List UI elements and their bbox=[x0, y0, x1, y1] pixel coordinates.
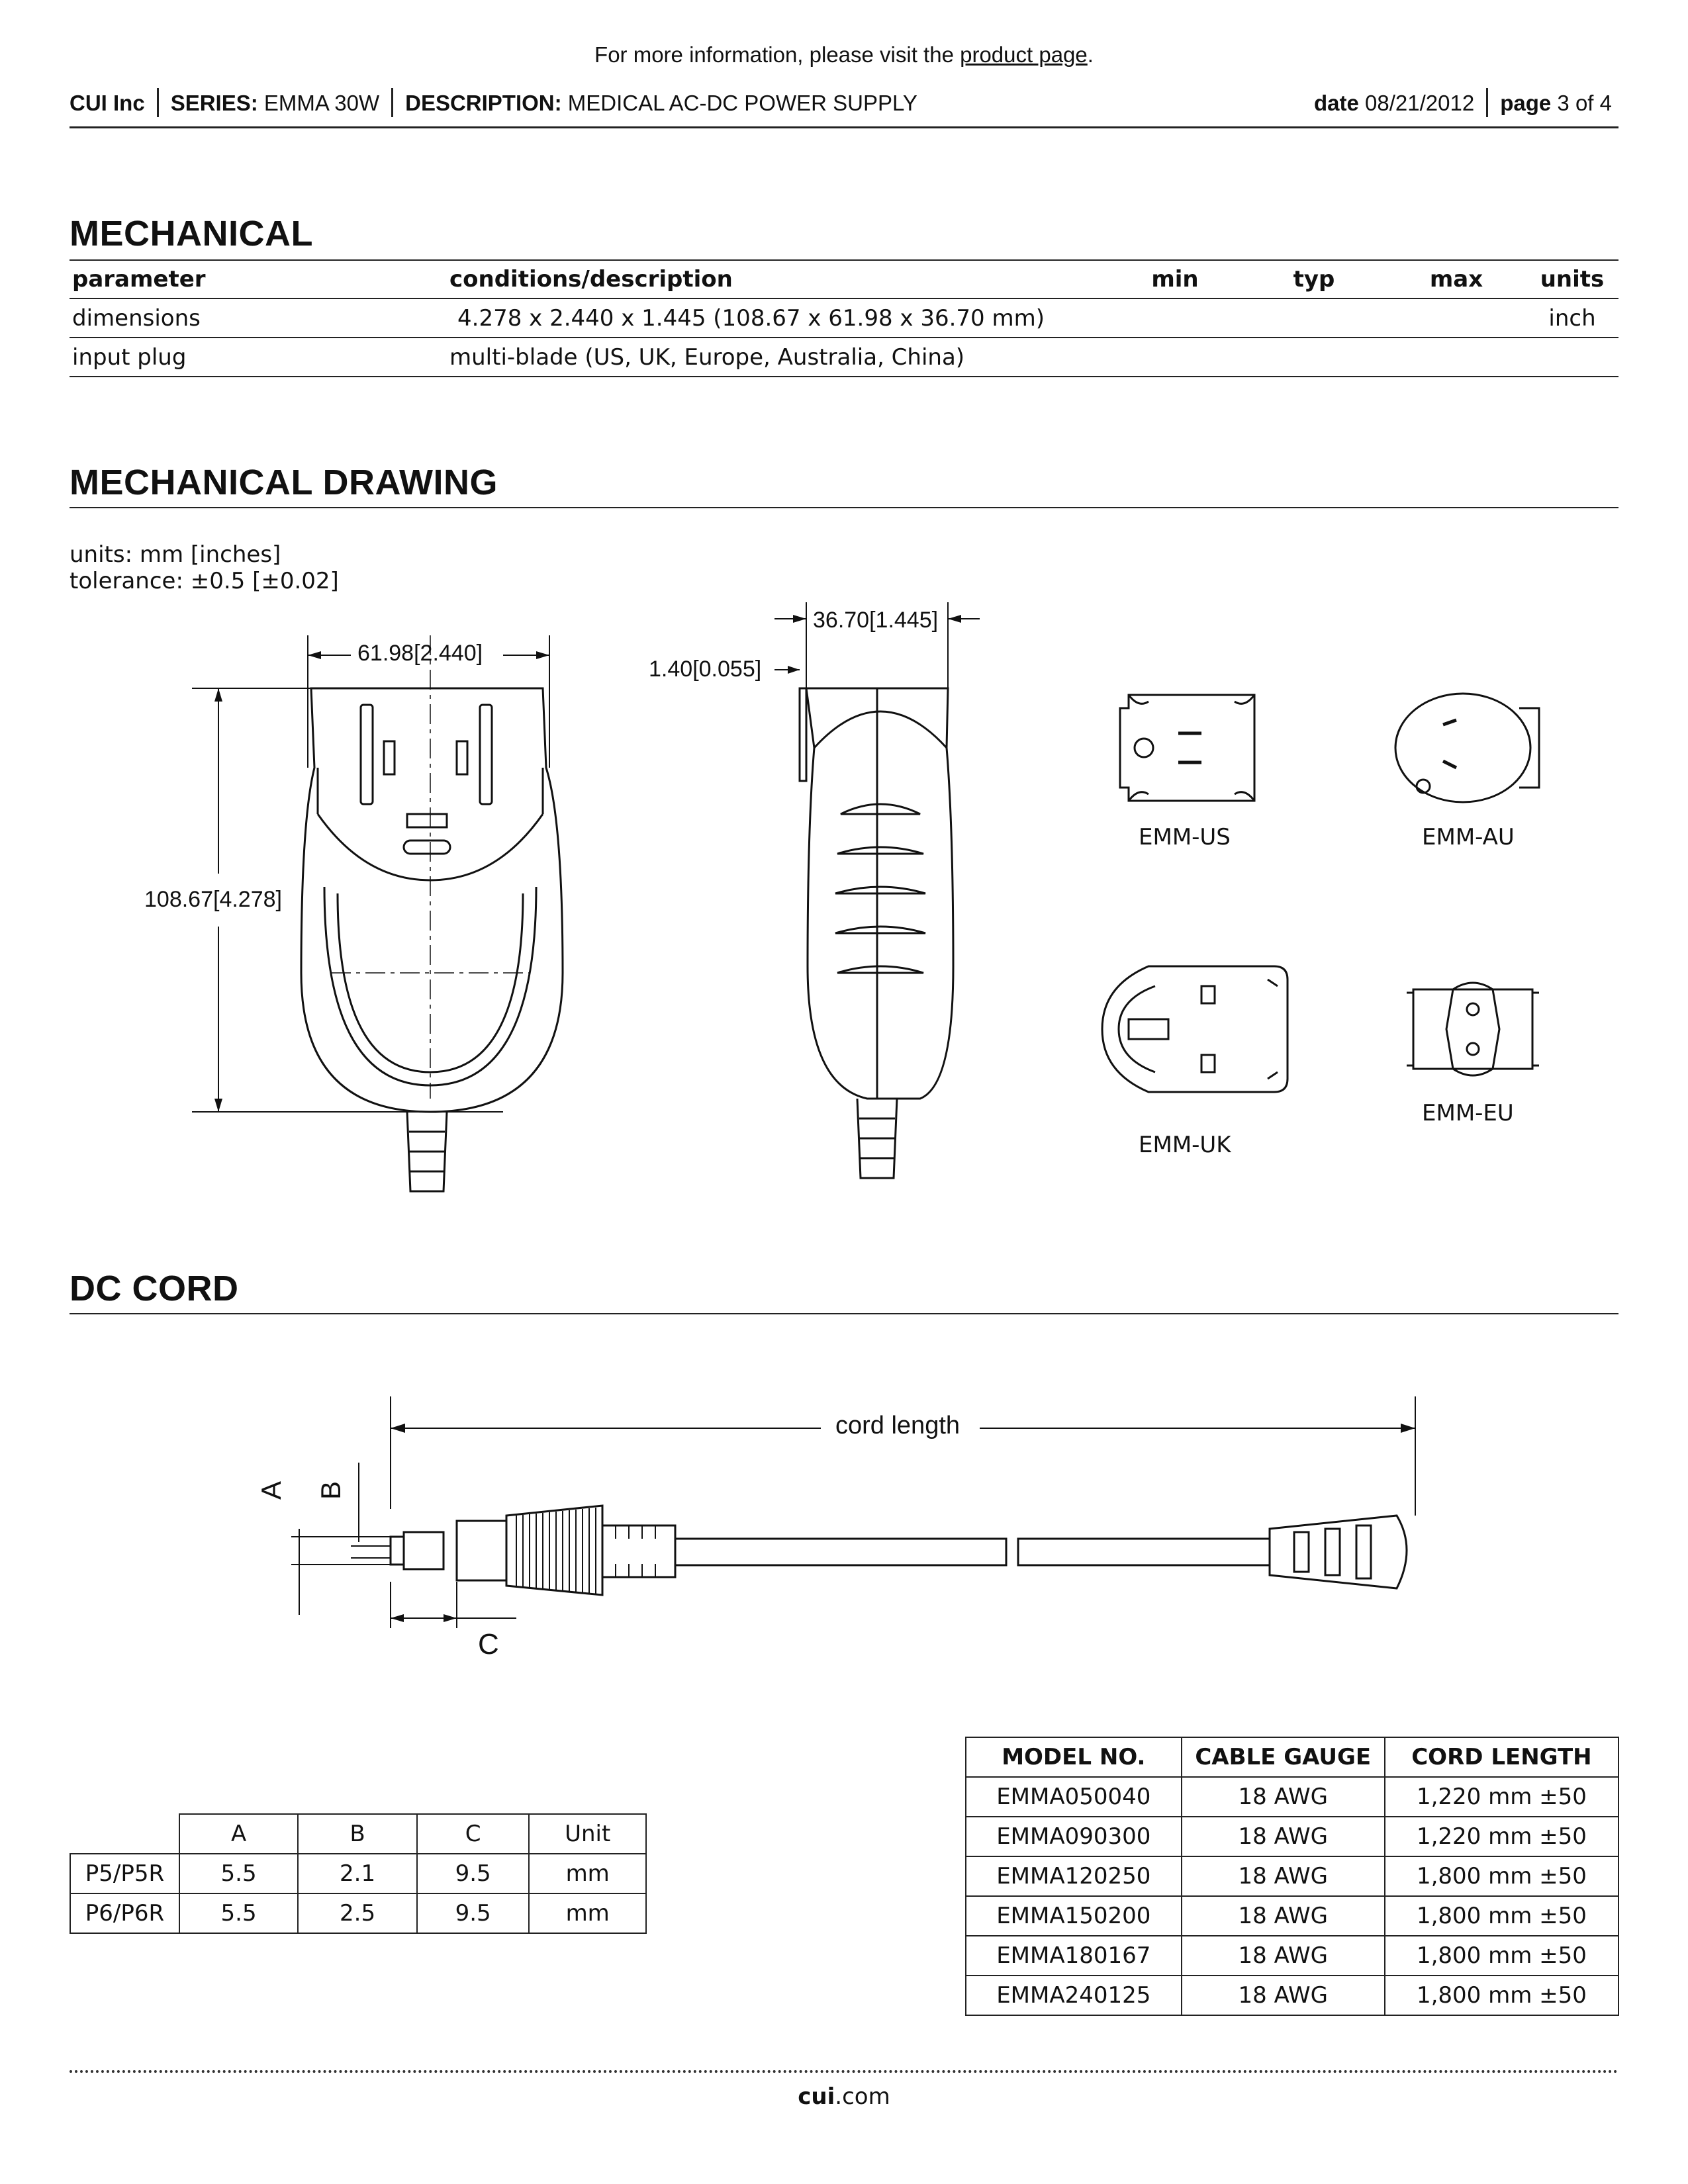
blade-mm: 1.40 bbox=[649, 657, 693, 682]
cell-description: 4.278 x 2.440 x 1.445 (108.67 x 61.98 x 36.70 mm) bbox=[447, 298, 1109, 338]
table-cell: mm bbox=[529, 1854, 646, 1893]
top-note-text: For more information, please visit the bbox=[594, 42, 954, 67]
table-row bbox=[70, 1854, 646, 1893]
table-cell: 1,800 mm ±50 bbox=[1385, 1856, 1618, 1896]
table-cell: 1,220 mm ±50 bbox=[1385, 1817, 1618, 1856]
dim-b-label: B bbox=[315, 1480, 347, 1500]
plug-dims-table bbox=[70, 1813, 647, 1934]
dims-col-c: C bbox=[417, 1814, 530, 1854]
dc-cord-rule bbox=[70, 1313, 1618, 1314]
table-row bbox=[966, 1856, 1618, 1896]
col-min: min bbox=[1109, 260, 1241, 298]
col-max: max bbox=[1387, 260, 1526, 298]
table-row bbox=[966, 1976, 1618, 2015]
col-cord-length: CORD LENGTH bbox=[1385, 1737, 1618, 1777]
dim-a-label: A bbox=[256, 1480, 287, 1500]
table-row bbox=[966, 1817, 1618, 1856]
drawing-rule bbox=[70, 507, 1618, 508]
date-value: 08/21/2012 bbox=[1365, 91, 1475, 115]
description-label: DESCRIPTION: bbox=[405, 91, 562, 115]
page-value: 3 of 4 bbox=[1557, 91, 1612, 115]
table-row bbox=[966, 1936, 1618, 1976]
models-table bbox=[965, 1737, 1619, 2016]
footer-url[interactable] bbox=[0, 2083, 1688, 2110]
cell-min bbox=[1109, 338, 1241, 377]
dims-col-a: A bbox=[179, 1814, 299, 1854]
depth-mm: 36.70 bbox=[813, 608, 870, 633]
top-note-suffix: . bbox=[1087, 42, 1094, 67]
table-cell: P6/P6R bbox=[70, 1893, 179, 1933]
table-cell: EMMA050040 bbox=[966, 1777, 1182, 1817]
table-cell: 1,800 mm ±50 bbox=[1385, 1976, 1618, 2015]
table-cell: 18 AWG bbox=[1182, 1856, 1385, 1896]
cell-max bbox=[1387, 338, 1526, 377]
col-cable-gauge: CABLE GAUGE bbox=[1182, 1737, 1385, 1777]
blade-in: 0.055 bbox=[698, 657, 755, 682]
table-cell: 18 AWG bbox=[1182, 1817, 1385, 1856]
table-cell: 9.5 bbox=[417, 1893, 530, 1933]
series-label: SERIES: bbox=[170, 91, 258, 115]
table-cell: 1,800 mm ±50 bbox=[1385, 1896, 1618, 1936]
table-cell: 18 AWG bbox=[1182, 1777, 1385, 1817]
height-mm: 108.67 bbox=[144, 887, 213, 912]
footer-url-bold: cui bbox=[798, 2083, 835, 2110]
dims-corner-cell bbox=[70, 1814, 179, 1854]
table-cell: P5/P5R bbox=[70, 1854, 179, 1893]
table-row bbox=[70, 338, 1618, 377]
table-cell: 5.5 bbox=[179, 1893, 299, 1933]
page-header bbox=[70, 88, 1618, 128]
width-in: 2.440 bbox=[420, 641, 477, 666]
series-value: EMMA 30W bbox=[263, 91, 380, 115]
front-view-drawing bbox=[132, 622, 596, 1205]
page-label: page bbox=[1500, 91, 1552, 115]
date-label: date bbox=[1314, 91, 1359, 115]
table-cell: 18 AWG bbox=[1182, 1896, 1385, 1936]
width-mm: 61.98 bbox=[357, 641, 414, 666]
plug-uk-drawing bbox=[1096, 953, 1294, 1105]
footer-rule bbox=[70, 2070, 1618, 2073]
col-parameter: parameter bbox=[70, 260, 447, 298]
table-cell: 1,800 mm ±50 bbox=[1385, 1936, 1618, 1976]
product-page-link[interactable]: product page bbox=[960, 42, 1088, 67]
cell-description: multi-blade (US, UK, Europe, Australia, China) bbox=[447, 338, 1109, 377]
table-row bbox=[70, 1893, 646, 1933]
drawing-title: MECHANICAL DRAWING bbox=[70, 463, 498, 502]
cell-units bbox=[1526, 338, 1618, 377]
cell-typ bbox=[1241, 298, 1387, 338]
table-row bbox=[966, 1777, 1618, 1817]
models-header-row bbox=[966, 1737, 1618, 1777]
blade-dimension: 1.40[0.055] bbox=[649, 657, 762, 682]
table-cell: 2.5 bbox=[298, 1893, 417, 1933]
mechanical-title: MECHANICAL bbox=[70, 214, 313, 253]
plug-au-drawing bbox=[1390, 688, 1549, 807]
table-cell: 9.5 bbox=[417, 1854, 530, 1893]
table-cell: 2.1 bbox=[298, 1854, 417, 1893]
height-in: 4.278 bbox=[219, 887, 276, 912]
table-cell: 5.5 bbox=[179, 1854, 299, 1893]
mechanical-table bbox=[70, 259, 1618, 377]
table-cell: EMMA240125 bbox=[966, 1976, 1182, 2015]
dim-c-label: C bbox=[478, 1628, 499, 1661]
table-cell: 1,220 mm ±50 bbox=[1385, 1777, 1618, 1817]
footer-url-rest: .com bbox=[835, 2083, 890, 2110]
height-dimension: 108.67[4.278] bbox=[144, 887, 282, 912]
cell-min bbox=[1109, 298, 1241, 338]
col-typ: typ bbox=[1241, 260, 1387, 298]
cord-length-label: cord length bbox=[835, 1412, 961, 1439]
plug-uk-label: EMM-UK bbox=[1139, 1132, 1231, 1158]
units-note: units: mm [inches] bbox=[70, 541, 281, 568]
dims-col-b: B bbox=[298, 1814, 417, 1854]
tolerance-note: tolerance: ±0.5 [±0.02] bbox=[70, 568, 339, 594]
plug-eu-drawing bbox=[1400, 973, 1546, 1085]
depth-dimension: 36.70[1.445] bbox=[813, 608, 939, 633]
table-cell: EMMA150200 bbox=[966, 1896, 1182, 1936]
plug-us-label: EMM-US bbox=[1139, 824, 1231, 850]
cell-parameter: input plug bbox=[70, 338, 447, 377]
table-row bbox=[70, 298, 1618, 338]
cell-units: inch bbox=[1526, 298, 1618, 338]
dims-col-unit: Unit bbox=[529, 1814, 646, 1854]
width-dimension: 61.98[2.440] bbox=[357, 641, 483, 666]
mechanical-header-row bbox=[70, 260, 1618, 298]
table-row bbox=[966, 1896, 1618, 1936]
table-cell: EMMA180167 bbox=[966, 1936, 1182, 1976]
side-view-drawing bbox=[761, 596, 1013, 1205]
description-value: MEDICAL AC-DC POWER SUPPLY bbox=[567, 91, 917, 115]
top-note bbox=[0, 42, 1688, 68]
col-units: units bbox=[1526, 260, 1618, 298]
company-name: CUI Inc bbox=[70, 91, 145, 115]
cell-max bbox=[1387, 298, 1526, 338]
plug-au-label: EMM-AU bbox=[1422, 824, 1515, 850]
table-cell: 18 AWG bbox=[1182, 1976, 1385, 2015]
table-cell: mm bbox=[529, 1893, 646, 1933]
col-model-no: MODEL NO. bbox=[966, 1737, 1182, 1777]
plug-eu-label: EMM-EU bbox=[1422, 1100, 1514, 1126]
cell-typ bbox=[1241, 338, 1387, 377]
depth-in: 1.445 bbox=[875, 608, 932, 633]
table-cell: 18 AWG bbox=[1182, 1936, 1385, 1976]
plug-us-drawing bbox=[1112, 688, 1264, 807]
col-conditions: conditions/description bbox=[447, 260, 1109, 298]
dc-cord-title: DC CORD bbox=[70, 1269, 239, 1308]
table-cell: EMMA120250 bbox=[966, 1856, 1182, 1896]
plug-dims-header-row bbox=[70, 1814, 646, 1854]
cell-parameter: dimensions bbox=[70, 298, 447, 338]
table-cell: EMMA090300 bbox=[966, 1817, 1182, 1856]
